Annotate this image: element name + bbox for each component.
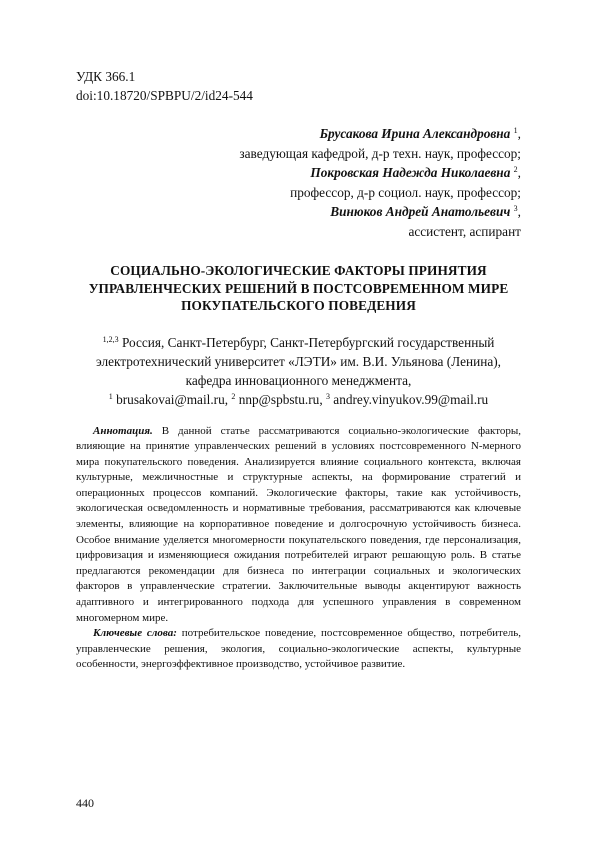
article-page xyxy=(76,67,521,673)
author-separator: , xyxy=(517,126,521,141)
author-separator: , xyxy=(517,204,521,219)
author-position: заведующая кафедрой, д-р техн. наук, профессор; xyxy=(239,145,521,161)
affiliation-block xyxy=(76,333,521,409)
email-separator: , xyxy=(224,391,229,407)
author-name: Винюков Андрей Анатольевич xyxy=(330,204,511,219)
page-number: 440 xyxy=(76,796,94,810)
author-email[interactable]: andrey.vinyukov.99@mail.ru xyxy=(333,391,489,407)
abstract-section xyxy=(76,424,521,674)
author-name: Брусакова Ирина Александровна xyxy=(319,126,511,141)
author-separator: , xyxy=(517,165,521,180)
keywords-paragraph xyxy=(76,626,521,673)
author-block xyxy=(76,124,521,241)
author-superscript: 3 xyxy=(513,204,518,213)
abstract-paragraph xyxy=(76,424,521,627)
udk-code: УДК 366.1 xyxy=(76,69,136,84)
email-superscript: 2 xyxy=(231,391,236,401)
email-superscript: 1 xyxy=(108,391,113,401)
author-name: Покровская Надежда Николаевна xyxy=(310,165,511,180)
author-superscript: 1 xyxy=(513,126,518,135)
abstract-label: Аннотация. xyxy=(93,424,153,437)
author-position: ассистент, аспирант xyxy=(408,223,521,239)
article-title: СОЦИАЛЬНО-ЭКОЛОГИЧЕСКИЕ ФАКТОРЫ ПРИНЯТИЯ УПРАВЛЕНЧЕСКИХ РЕШЕНИЙ В ПОСТСОВРЕМЕННОМ МИРЕ ПОКУПАТЕЛЬСКОГО ПОВЕДЕНИЯ xyxy=(88,263,509,313)
affiliation-department: кафедра инновационного менеджмента, xyxy=(185,372,412,388)
abstract-text: В данной статье рассматриваются социально-экологические факторы, влияющие на принятие управленческих решений в условиях постсовременного N-мерного мира покупательского поведения. Анализируется влияние социального контекста, включая культурные, межличностные и структурные аспекты, на формирование стратегий и операционных процессов компаний. Экологические факторы, такие как устойчивость, экологическая осведомленность и нормативные требования, рассматриваются как ключевые элементы, влияющие на корпоративное поведение и долгосрочную устойчивость бизнеса. Особое внимание уделяется многомерности покупательского поведения, где персонализация, цифровизация и изменяющиеся ожидания потребителей играют решающую роль. В статье предлагаются рекомендации для бизнеса по интеграции социальных и экологических факторов в управленческие стратегии. Заключительные выводы акцентируют важность адаптивного и интегрированного подхода для успешного управления в современном многомерном мире. xyxy=(76,424,522,624)
author-name-line xyxy=(76,124,521,144)
affiliation-institution: Россия, Санкт-Петербург, Санкт-Петербургский государственный электротехнический университет «ЛЭТИ» им. В.И. Ульянова (Ленина), xyxy=(96,334,501,369)
author-position: профессор, д-р социол. наук, профессор; xyxy=(290,184,521,200)
author-superscript: 2 xyxy=(513,165,518,174)
email-separator: , xyxy=(319,391,323,407)
affiliation-superscript: 1,2,3 xyxy=(102,334,119,344)
email-superscript: 3 xyxy=(325,391,330,401)
author-email[interactable]: brusakovai@mail.ru xyxy=(116,391,225,407)
doi-link[interactable]: doi:10.18720/SPBPU/2/id24-544 xyxy=(76,88,253,103)
author-name-line xyxy=(76,202,521,222)
email-list xyxy=(76,390,521,409)
author-name-line xyxy=(76,163,521,183)
keywords-label: Ключевые слова: xyxy=(93,627,177,640)
affiliation-text xyxy=(76,333,521,371)
author-email[interactable]: nnp@spbstu.ru xyxy=(238,391,320,407)
keywords-text: потребительское поведение, постсовременное общество, потребитель, управленческие решения, экология, социально-экологические аспекты, культурные особенности, энергоэффективное производство, устойчивое развитие. xyxy=(76,627,521,671)
